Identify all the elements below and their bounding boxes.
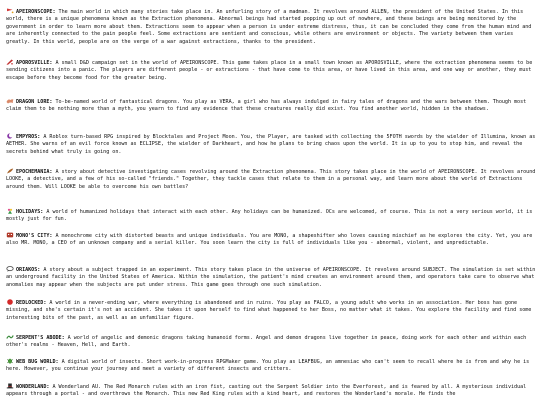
entry-oriakos: ORIAKOS: A story about a subject trapped in an experiment. This story takes place in the universe of APEIRONSCOPE. It revolves around SUBJECT. The simulation is set within an underground facility in the United States of America. Within the simulation, the patient's mind creates an environment around them, and operators take care to observe what anomalies may appear when the subjects are put under stress. This game goes through one such simulation. — [6, 267, 536, 288]
entry-holidays: HOLIDAYS: A world of humanized holidays that interact with each other. Any holidays can be humanized. OCs are welcomed, of course. This is not a very serious world, it is mostly just for fun. — [6, 209, 533, 223]
entry-empyros: EMPYROS: A Roblox turn-based RPG inspired by Blocktales and Project Moon. You, the Player, are tasked with collecting the 5FOTH swords by the wielder of Illumina, known as AETHER. She warns of an evil force known as ECLIPSE, the wielder of Darkheart, and how he plans to bring chaos upon the world. It is up to you to stop him, and reveal the secrets behind what truly is going on. — [6, 134, 536, 155]
entry-title: DRAGON LORE — [16, 99, 50, 105]
feather-icon — [6, 168, 14, 174]
entry-apeironscope: APEIRONSCOPE: The main world in which many stories take place in. An unfurling story of a madman. It revolves around ALLEN, the president of the United States. In this world, there is a unique phenomena known as the Extraction phenomena. Abnormal beings had started popping up out of nowhere, and these beings are being monitored by the government in order to learn more about them. Extractions seem to appear when a person is under extreme distress, thus, it can be concluded they come from the human mind and are inherently connected to the pain people feel. Some extractions are sentient and conscious, while others are environment or objects. The variety between them varies greatly. In this world, people are on the verge of a war against extractions, thanks to the president. — [6, 9, 532, 45]
snake-icon — [6, 334, 14, 340]
entry-title: APOROSVILLE — [16, 60, 50, 66]
entry-body: A monochrome city with distorted beasts and unique individuals. You are MONO, a shapeshifter who loves causing mischief as he explores the city. Yet, you are also MR. MONO, a CEO of an unknown company and a serial killer. You soon learn the city is full of individuals like you - abnormal, violent, and unpredictable. — [6, 233, 533, 247]
entry-body: A Wonderland AU. The Red Monarch rules with an iron fist, casting out the Serpent Soldier into the Everforest, and is feared by all. A mysterious individual appears through a portal - and overthrows the Monarch. This new Red King rules with a kind heart, and restores the Wonderland's morale. He finds the — [6, 384, 527, 398]
entry-body: The main world in which many stories take place in. An unfurling story of a madman. It revolves around ALLEN, the president of the United States. In this world, there is a unique phenomena known as the Extraction phenomena. Abnormal beings had started popping up out of nowhere, and these beings are being monitored by the government in order to learn more about them. Extractions seem to appear when a person is under extreme distress, thus, it can be concluded they come from the human mind and are inherently connected to the pain people feel. Some extractions are sentient and conscious, while others are environment or objects. The variety between them varies greatly. In this world, people are on the verge of a war against extractions, thanks to the president. — [6, 9, 532, 45]
entry-web-bug-world: WEB BUG WORLD: A digital world of insects. Short work-in-progress RPGMaker game. You play as LEAFBUG, an amnesiac who can't seem to recall where he is from and why he is here. However, you continue your journey and meet a variety of different insects and critters. — [6, 359, 530, 373]
red-circle-icon — [6, 299, 14, 305]
entry-title: WONDERLAND — [16, 384, 47, 390]
entry-title: APEIRONSCOPE — [16, 9, 53, 15]
entry-title: WEB BUG WORLD — [16, 359, 56, 365]
entry-body: A world of humanized holidays that interact with each other. Any holidays can be humanized. OCs are welcomed, of course. This is not a very serious world, it is mostly just for fun. — [6, 209, 533, 223]
entry-aporosville: APOROSVILLE: A small D&D campaign set in the world of APEIRONSCOPE. This game takes place in a small town known as APOROSVILLE, where the extraction phenomena seems to be sending citizens into a panic. The players are different people - or extractions - that have come to this area, or have lived in this area, and one way or another, they must escape before they become food for the greater being. — [6, 60, 533, 81]
dragon-icon — [6, 98, 14, 104]
eclipse-icon — [6, 133, 14, 139]
entry-epochemania: EPOCHEMANIA: A story about detective investigating cases revolving around the Extraction phenomena. This story takes place in the world of APEIRONSCOPE. It revolves around LOOKE, a detective, and a few of his so-called "friends." Together, they tackle cases that relate to them in a personal way, and learn more about the world of Extractions around them. Will LOOKE be able to overcome his own battles? — [6, 169, 536, 190]
entry-dragon-lore: DRAGON LORE: To-be-named world of fantastical dragons. You play as VERA, a girl who has always indulged in fairy tales of dragons and the wars between them. Though most claim them to be nothing more than a myth, you yearn to find any evidence that these creatures really did exist. You find another world, hidden in the shadows. — [6, 99, 527, 113]
entry-body: A world in a never-ending war, where everything is abandoned and in ruins. You play as FALCO, a young adult who works in an association. Her boss has gone missing, and she's certain it's not an accident. She takes it upon herself to find what happened to her Boss, no matter what it takes. You explore the facility and find some interesting bits of the past, as well as an unfamiliar figure. — [6, 300, 532, 321]
entry-title: MONO'S CITY — [16, 233, 50, 239]
entry-redlocked: REDLOCKED: A world in a never-ending war, where everything is abandoned and in ruins. You play as FALCO, a young adult who works in an association. Her boss has gone missing, and she's certain it's not an accident. She takes it upon herself to find what happened to her Boss, no matter what it takes. You explore the facility and find some interesting bits of the past, as well as an unfamiliar figure. — [6, 300, 532, 321]
entry-body: A small D&D campaign set in the world of APEIRONSCOPE. This game takes place in a small town known as APOROSVILLE, where the extraction phenomena seems to be sending citizens into a panic. The players are different people - or extractions - that have come to this area, or have lived in this area, and one way or another, they must escape before they become food for the greater being. — [6, 60, 533, 81]
speech-bubble-icon — [6, 266, 14, 272]
flag-sparkle-icon — [6, 8, 14, 14]
entry-body: To-be-named world of fantastical dragons. You play as VERA, a girl who has always indulged in fairy tales of dragons and the wars between them. Though most claim them to be nothing more than a myth, you yearn to find any evidence that these creatures really did exist. You find another world, hidden in the shadows. — [6, 99, 527, 113]
bouquet-icon — [6, 208, 14, 214]
entry-body: A story about a subject trapped in an experiment. This story takes place in the universe of APEIRONSCOPE. It revolves around SUBJECT. The simulation is set within an underground facility in the United States of America. Within the simulation, the patient's mind creates an environment around them, and operators take care to observe what anomalies may appear when the subjects are put under stress. This game goes through one such simulation. — [6, 267, 536, 288]
entry-title: EMPYROS — [16, 134, 38, 140]
entry-body: A Roblox turn-based RPG inspired by Blocktales and Project Moon. You, the Player, are tasked with collecting the 5FOTH swords by the wielder of Illumina, known as AETHER. She warns of an evil force known as ECLIPSE, the wielder of Darkheart, and how he plans to bring chaos upon the world. It is up to you to stop him, and reveal the secrets behind what truly is going on. — [6, 134, 536, 155]
entry-title: ORIAKOS — [16, 267, 38, 273]
entry-body: A world of angelic and demonic dragons taking humanoid forms. Angel and demon dragons live together in peace, doing work for each other and within each other's realms - Heaven, Hell, and Earth. — [6, 335, 527, 349]
entry-serpents-abode: SERPENT'S ABODE: A world of angelic and demonic dragons taking humanoid forms. Angel and demon dragons live together in peace, doing work for each other and within each other's realms - Heaven, Hell, and Earth. — [6, 335, 527, 349]
entry-body: A story about detective investigating cases revolving around the Extraction phenomena. This story takes place in the world of APEIRONSCOPE. It revolves around LOOKE, a detective, and a few of his so-called "friends." Together, they tackle cases that relate to them in a personal way, and learn more about the world of Extractions around them. Will LOOKE be able to overcome his own battles? — [6, 169, 536, 190]
bloody-knife-icon — [6, 59, 14, 65]
top-hat-icon — [6, 383, 14, 389]
entry-monos-city: MONO'S CITY: A monochrome city with distorted beasts and unique individuals. You are MONO, a shapeshifter who loves causing mischief as he explores the city. Yet, you are also MR. MONO, a CEO of an unknown company and a serial killer. You soon learn the city is full of individuals like you - abnormal, violent, and unpredictable. — [6, 233, 533, 247]
entry-wonderland: WONDERLAND: A Wonderland AU. The Red Monarch rules with an iron fist, casting out the Serpent Soldier into the Everforest, and is feared by all. A mysterious individual appears through a portal - and overthrows the Monarch. This new Red King rules with a kind heart, and restores the Wonderland's morale. He finds the — [6, 384, 527, 398]
bug-icon — [6, 358, 14, 364]
entry-title: SERPENT'S ABODE — [16, 335, 62, 341]
entry-title: HOLIDAYS — [16, 209, 41, 215]
entry-title: EPOCHEMANIA — [16, 169, 50, 175]
entry-body: A digital world of insects. Short work-in-progress RPGMaker game. You play as LEAFBUG, an amnesiac who can't seem to recall where he is from and why he is here. However, you continue your journey and meet a variety of different insects and critters. — [6, 359, 530, 373]
mask-icon — [6, 232, 14, 238]
entry-title: REDLOCKED — [16, 300, 44, 306]
